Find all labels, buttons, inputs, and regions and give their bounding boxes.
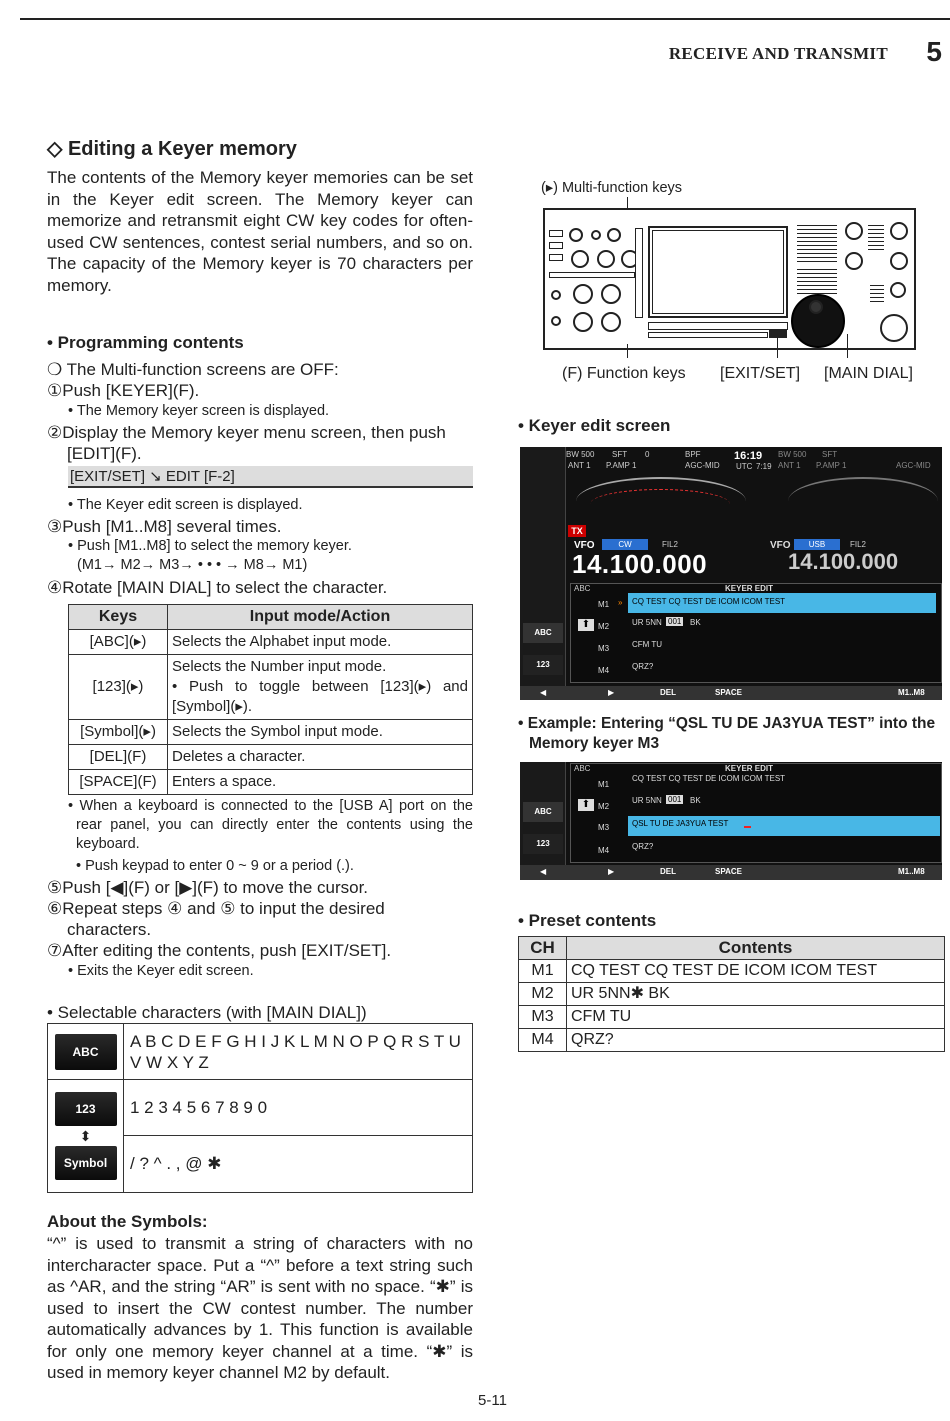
table-row: M1 CQ TEST CQ TEST DE ICOM ICOM TEST bbox=[519, 960, 945, 983]
step-2a: ②Display the Memory keyer menu screen, then push bbox=[47, 423, 446, 442]
selectable-title: • Selectable characters (with [MAIN DIAL]) bbox=[47, 1003, 367, 1022]
shift-up-icon: ⬆ bbox=[578, 799, 594, 811]
intro-paragraph: The contents of the Memory keyer memories can be set in the Keyer edit screen. The Memory keyer can memorize and retransmit eight CW key codes for often-used CW sentences, contest serial numbers, and so on. The capacity of the Memory keyer is 70 characters per memory. bbox=[47, 168, 473, 295]
note-3b: (M1→ M2→ M3→ • • • → M8→ M1) bbox=[77, 557, 308, 573]
symbol-chars: / ? ^ . , @ ✱ bbox=[130, 1154, 222, 1173]
step-4: ④Rotate [MAIN DIAL] to select the character. bbox=[47, 578, 388, 597]
table-row: [ABC](▸) Selects the Alphabet input mode. bbox=[69, 630, 473, 655]
chapter-number: 5 bbox=[926, 36, 942, 67]
toggle-arrow-icon: ⬍ bbox=[79, 1128, 92, 1144]
radio-illustration bbox=[543, 208, 916, 350]
shift-up-icon: ⬆ bbox=[578, 619, 594, 631]
step-2b: [EDIT](F). bbox=[67, 444, 142, 463]
keyer-edit-title: • Keyer edit screen bbox=[518, 416, 671, 435]
step-3: ③Push [M1..M8] several times. bbox=[47, 517, 282, 536]
condition: ❍ The Multi-function screens are OFF: bbox=[47, 360, 339, 379]
note-2: • The Keyer edit screen is displayed. bbox=[68, 497, 303, 513]
about-text: “^” is used to transmit a string of characters with no intercharacter space. Put a “^” before a text string such as ^AR, and the string “AR” is sent with no space. “✱” is used to insert the CW contest number. The number automatically advances by 1. This function is available for only one memory keyer channel at a time. “✱” is used in memory keyer channel M2 by default. bbox=[47, 1234, 473, 1382]
function-keys-label: (F) Function keys bbox=[562, 365, 686, 382]
table-row: ABC A B C D E F G H I J K L M N O P Q R S T U V W X Y Z bbox=[48, 1024, 473, 1080]
note-3a: • Push [M1..M8] to select the memory keyer. bbox=[68, 538, 352, 554]
action-header: Input mode/Action bbox=[168, 605, 473, 630]
multifunction-label: (▸) Multi-function keys bbox=[541, 180, 683, 196]
about-title: About the Symbols: bbox=[47, 1212, 208, 1231]
table-row bbox=[48, 1080, 473, 1193]
table-row: M2 UR 5NN✱ BK bbox=[519, 983, 945, 1006]
keys-table bbox=[68, 604, 473, 795]
note-keyboard: • When a keyboard is connected to the [USB A] port on the rear panel, you can directly enter the contents using the keyboard. bbox=[68, 798, 473, 852]
chapter-title: RECEIVE AND TRANSMIT bbox=[668, 44, 888, 63]
step-6: ⑥Repeat steps ④ and ⑤ to input the desired characters. bbox=[47, 899, 385, 939]
preset-title: • Preset contents bbox=[518, 911, 657, 930]
cursor-marker-icon: » bbox=[618, 598, 623, 607]
text-cursor bbox=[744, 826, 751, 828]
selectable-table bbox=[47, 1023, 473, 1193]
example-screen: ABC KEYER EDIT M1 CQ TEST CQ TEST DE ICOM ICOM TEST M2 ⬆ UR 5NN 001 BK M3 QSL TU DE JA3YUA TEST M4 QRZ? ABC 123 ◀ ▶ DEL SPACE M1..M8 bbox=[520, 762, 942, 880]
table-row: M3 CFM TU bbox=[519, 1006, 945, 1029]
table-row: [DEL](F) Deletes a character. bbox=[69, 745, 473, 770]
main-dial-label: [MAIN DIAL] bbox=[824, 365, 913, 382]
exit-set-label: [EXIT/SET] bbox=[720, 365, 801, 382]
example-title-a: • Example: Entering “QSL TU DE JA3YUA TEST” into the bbox=[518, 715, 936, 732]
example-title-b: Memory keyer M3 bbox=[529, 735, 660, 752]
contents-header: Contents bbox=[567, 937, 945, 960]
page-number: 5-11 bbox=[478, 1392, 507, 1409]
keyer-edit-screen: BW 500 SFT 0 BPF ANT 1 P.AMP 1 AGC-MID 16:19 UTC 7:19 BW 500 SFT ANT 1 P.AMP 1 AGC-MID TX VFO CW FIL2 14.100.000 VFO USB FIL2 14.100.000 ABC KEYER EDIT » M1 CQ TEST CQ TEST DE ICOM ICOM TEST M2 ⬆ UR 5NN 001 BK M3 CFM TU M4 QRZ? ABC 123 ◀ ▶ DEL SPACE M1..M8 bbox=[520, 447, 942, 700]
step-5: ⑤Push [◀](F) or [▶](F) to move the cursor. bbox=[47, 878, 369, 897]
table-row: [Symbol](▸) Selects the Symbol input mode. bbox=[69, 720, 473, 745]
table-row: [SPACE](F) Enters a space. bbox=[69, 770, 473, 795]
keys-header: Keys bbox=[69, 605, 168, 630]
table-row: [123](▸) Selects the Number input mode. • Push to toggle between [123](▸) and [Symbol](▸). bbox=[69, 655, 473, 720]
programming-title: • Programming contents bbox=[47, 333, 244, 352]
menu-path: [EXIT/SET] ↘ EDIT [F-2] bbox=[68, 466, 473, 488]
number-chars: 1 2 3 4 5 6 7 8 9 0 bbox=[124, 1080, 472, 1136]
ch-header: CH bbox=[519, 937, 567, 960]
step-7: ⑦After editing the contents, push [EXIT/SET]. bbox=[47, 941, 392, 960]
preset-table bbox=[518, 936, 945, 1052]
top-rule bbox=[20, 18, 950, 20]
table-row: M4 QRZ? bbox=[519, 1029, 945, 1052]
abc-key: ABC bbox=[55, 1034, 117, 1070]
section-title: ◇ Editing a Keyer memory bbox=[47, 138, 297, 160]
note-1: • The Memory keyer screen is displayed. bbox=[68, 403, 330, 419]
note-keypad: • Push keypad to enter 0 ~ 9 or a period (.). bbox=[76, 858, 354, 874]
symbol-key: Symbol bbox=[55, 1146, 117, 1180]
123-key: 123 bbox=[55, 1092, 117, 1126]
note-7: • Exits the Keyer edit screen. bbox=[68, 963, 254, 979]
step-1: ①Push [KEYER](F). bbox=[47, 381, 200, 400]
